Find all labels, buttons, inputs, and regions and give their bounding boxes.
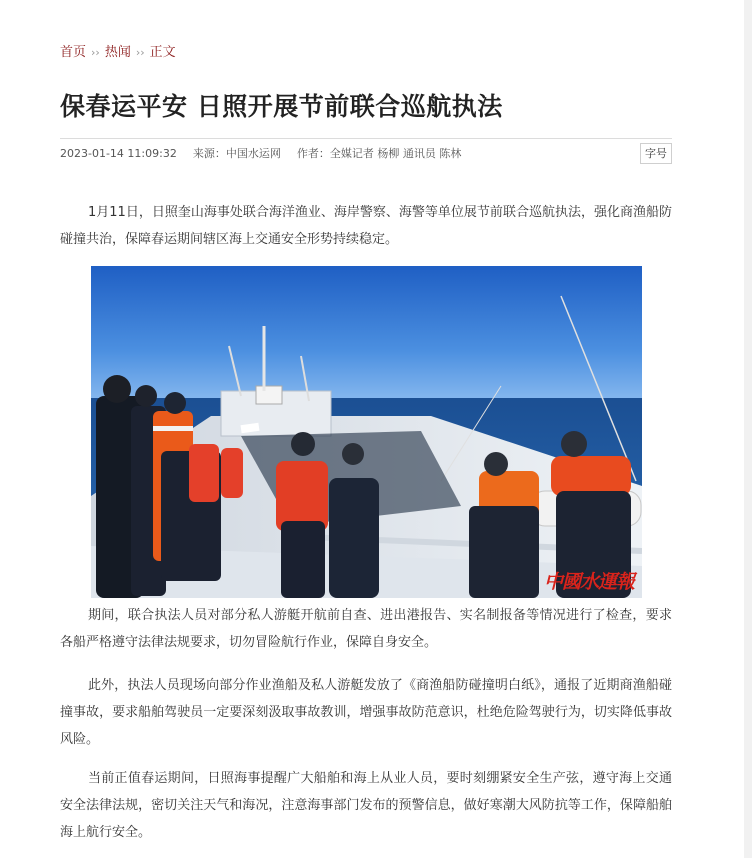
font-size-button[interactable]: 字号 — [640, 143, 672, 164]
publish-date: 2023-01-14 11:09:32 — [60, 147, 177, 160]
article-paragraph-3: 此外，执法人员现场向部分作业渔船及私人游艇发放了《商渔船防碰撞明白纸》，通报了近期商渔船碰撞事故，要求船舶驾驶员一定要深刻汲取事故教训，增强事故防范意识，杜绝危险驾驶行为，切实降低事故风险。 — [60, 678, 672, 747]
photo-watermark-logo: 中國水運報 — [543, 571, 634, 593]
article-paragraph-4: 当前正值春运期间，日照海事提醒广大船舶和海上从业人员，要时刻绷紧安全生产弦，遵守海上交通安全法律法规，密切关注天气和海况，注意海事部门发布的预警信息，做好寒潮大风防抗等工作，保障船舶海上航行安全。 — [60, 771, 672, 840]
article-paragraph-1: 1月11日，日照奎山海事处联合海洋渔业、海岸警察、海警等单位展节前联合巡航执法，强化商渔船防碰撞共治，保障春运期间辖区海上交通安全形势持续稳定。 — [60, 205, 672, 247]
breadcrumb-current-link[interactable]: 正文 — [149, 45, 176, 60]
patrol-boat-photo — [91, 266, 642, 598]
article-paragraph-2: 期间，联合执法人员对部分私人游艇开航前自查、进出港报告、实名制报备等情况进行了检查，要求各船严格遵守法律法规要求，切勿冒险航行作业，保障自身安全。 — [60, 608, 672, 650]
breadcrumb-separator: ›› — [91, 46, 100, 59]
article-title: 保春运平安 日照开展节前联合巡航执法 — [60, 92, 503, 121]
article-author: 作者：全媒记者 杨柳 通讯员 陈林 — [296, 147, 462, 160]
article-photo — [91, 266, 642, 598]
page-scrollbar[interactable] — [744, 0, 752, 858]
article-source: 来源：中国水运网 — [192, 147, 281, 160]
breadcrumb-home-link[interactable]: 首页 — [60, 45, 87, 60]
title-divider — [60, 138, 672, 139]
breadcrumb-separator: ›› — [135, 46, 145, 59]
breadcrumb-section-link[interactable]: 热闻 — [104, 45, 131, 60]
breadcrumb — [60, 44, 176, 62]
article-meta — [60, 146, 477, 162]
